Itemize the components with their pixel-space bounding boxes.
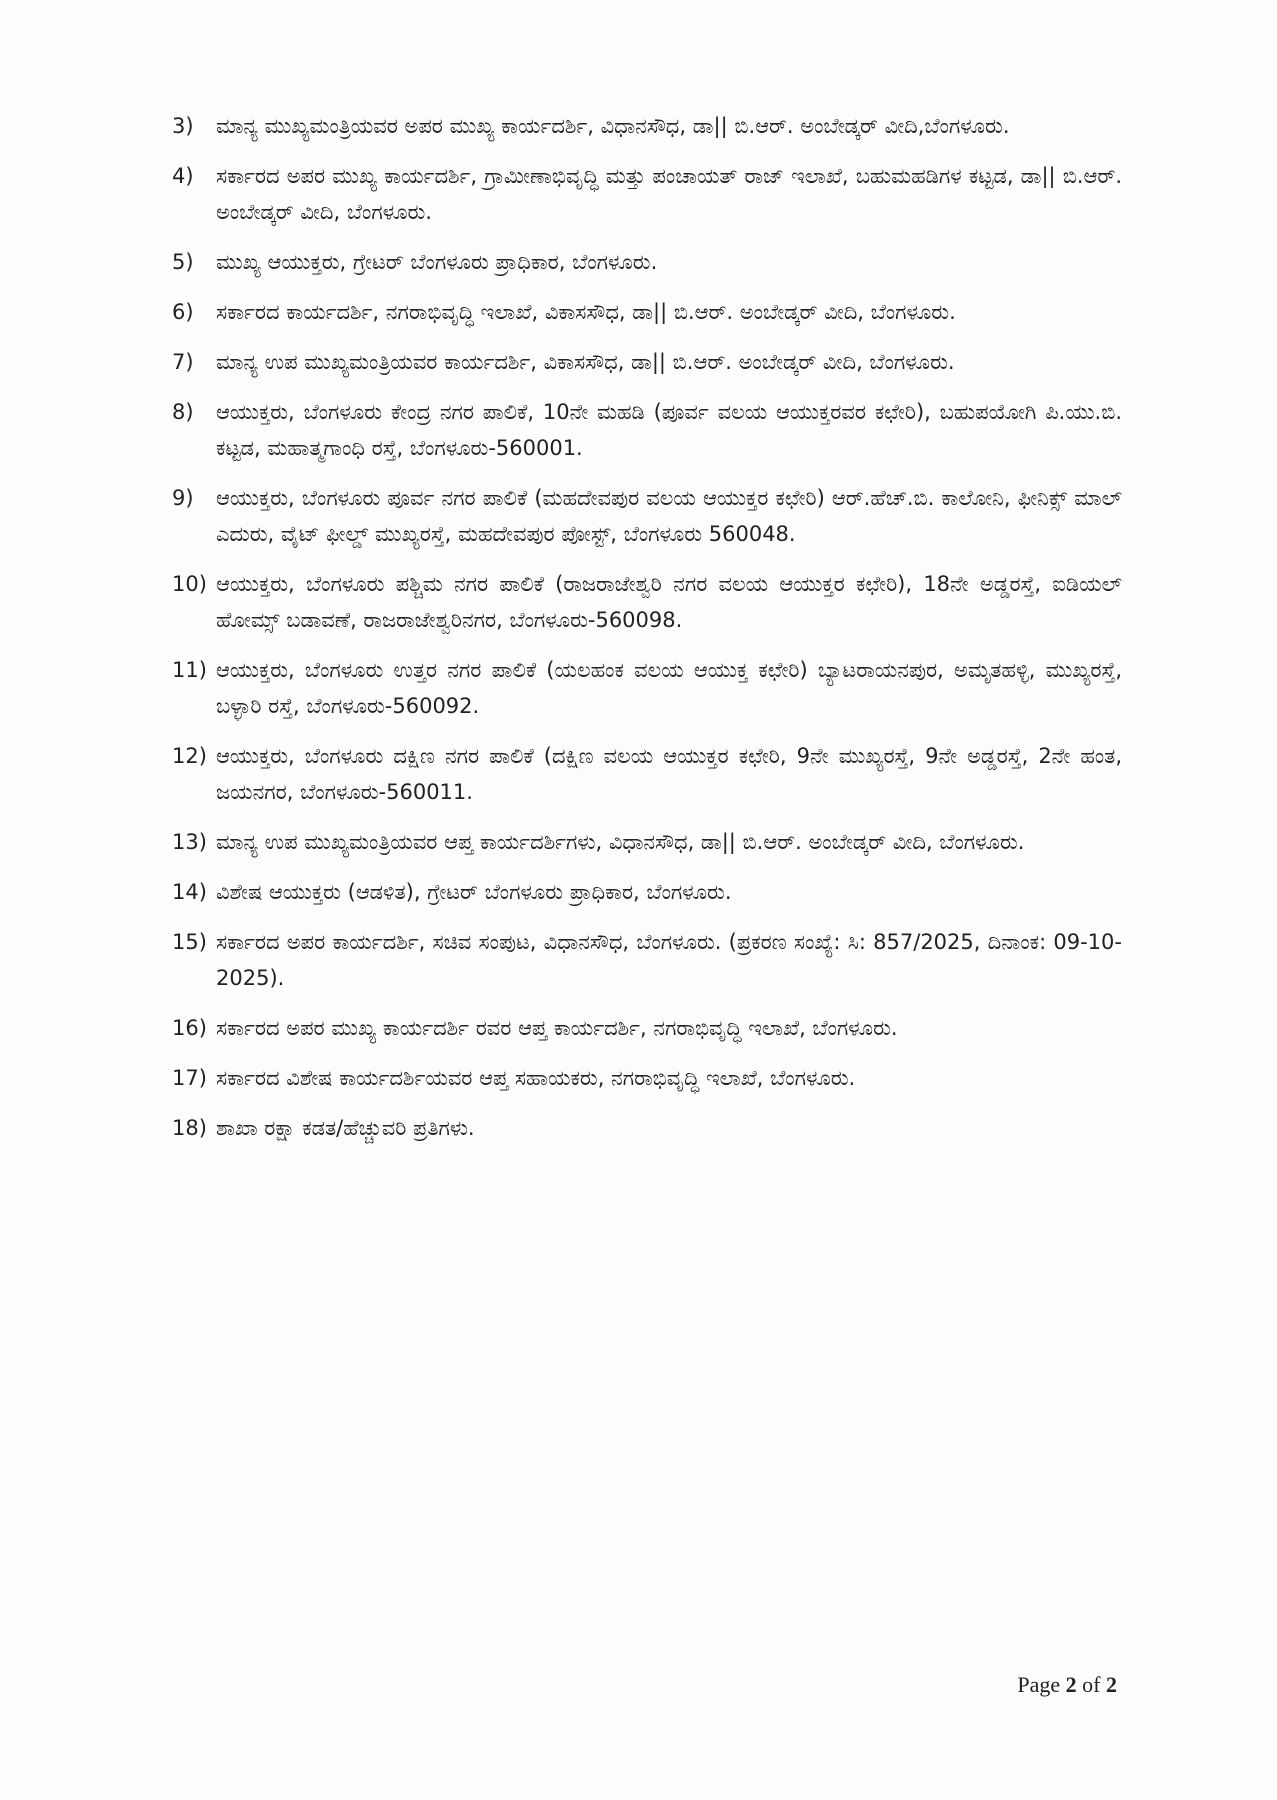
list-item-number: 7) xyxy=(172,350,194,374)
page-total: 2 xyxy=(1106,1672,1117,1697)
list-item xyxy=(172,294,1122,330)
list-item xyxy=(172,480,1122,552)
list-item-text: ಸರ್ಕಾರದ ಅಪರ ಮುಖ್ಯ ಕಾರ್ಯದರ್ಶಿ ರವರ ಆಪ್ತ ಕಾರ್ಯದರ್ಶಿ, ನಗರಾಭಿವೃದ್ಧಿ ಇಲಾಖೆ, ಬೆಂಗಳೂರು. xyxy=(216,1016,898,1040)
list-item-text: ಸರ್ಕಾರದ ವಿಶೇಷ ಕಾರ್ಯದರ್ಶಿಯವರ ಆಪ್ತ ಸಹಾಯಕರು, ನಗರಾಭಿವೃದ್ಧಿ ಇಲಾಖೆ, ಬೆಂಗಳೂರು. xyxy=(216,1066,856,1090)
list-item xyxy=(172,652,1122,724)
list-item xyxy=(172,108,1122,144)
distribution-list xyxy=(172,108,1122,1160)
list-item-number: 5) xyxy=(172,250,194,274)
list-item-number: 4) xyxy=(172,164,194,188)
list-item xyxy=(172,924,1122,996)
list-item xyxy=(172,824,1122,860)
list-item-number: 8) xyxy=(172,400,194,424)
list-item-number: 18) xyxy=(172,1116,207,1140)
list-item-number: 12) xyxy=(172,744,207,768)
list-item-text: ಮುಖ್ಯ ಆಯುಕ್ತರು, ಗ್ರೇಟರ್ ಬೆಂಗಳೂರು ಪ್ರಾಧಿಕಾರ, ಬೆಂಗಳೂರು. xyxy=(216,250,658,274)
list-item xyxy=(172,344,1122,380)
list-item-text: ಶಾಖಾ ರಕ್ಷಾ ಕಡತ/ಹೆಚ್ಚುವರಿ ಪ್ರತಿಗಳು. xyxy=(216,1116,475,1140)
list-item-text: ವಿಶೇಷ ಆಯುಕ್ತರು (ಆಡಳಿತ), ಗ್ರೇಟರ್ ಬೆಂಗಳೂರು ಪ್ರಾಧಿಕಾರ, ಬೆಂಗಳೂರು. xyxy=(216,880,732,904)
list-item-text: ಆಯುಕ್ತರು, ಬೆಂಗಳೂರು ಉತ್ತರ ನಗರ ಪಾಲಿಕೆ (ಯಲಹಂಕ ವಲಯ ಆಯುಕ್ತ ಕಛೇರಿ) ಬ್ಯಾಟರಾಯನಪುರ, ಅಮೃತಹಳ್ಳಿ, ಮುಖ್ಯರಸ್ತೆ, ಬಳ್ಳಾರಿ ರಸ್ತೆ, ಬೆಂಗಳೂರು-560092. xyxy=(216,658,1122,718)
list-item xyxy=(172,738,1122,810)
list-item-number: 16) xyxy=(172,1016,207,1040)
list-item-text: ಸರ್ಕಾರದ ಅಪರ ಕಾರ್ಯದರ್ಶಿ, ಸಚಿವ ಸಂಪುಟ, ವಿಧಾನಸೌಧ, ಬೆಂಗಳೂರು. (ಪ್ರಕರಣ ಸಂಖ್ಯೆ: ಸಿ: 857/2025, ದಿನಾಂಕ: 09-10-2025). xyxy=(216,930,1122,990)
list-item-text: ಆಯುಕ್ತರು, ಬೆಂಗಳೂರು ಕೇಂದ್ರ ನಗರ ಪಾಲಿಕೆ, 10ನೇ ಮಹಡಿ (ಪೂರ್ವ ವಲಯ ಆಯುಕ್ತರವರ ಕಛೇರಿ), ಬಹುಪಯೋಗಿ ಪಿ.ಯು.ಬಿ. ಕಟ್ಟಡ, ಮಹಾತ್ಮಗಾಂಧಿ ರಸ್ತೆ, ಬೆಂಗಳೂರು-560001. xyxy=(216,400,1122,460)
list-item-text: ಸರ್ಕಾರದ ಕಾರ್ಯದರ್ಶಿ, ನಗರಾಭಿವೃದ್ಧಿ ಇಲಾಖೆ, ವಿಕಾಸಸೌಧ, ಡಾ|| ಬಿ.ಆರ್. ಅಂಬೇಡ್ಕರ್ ವೀದಿ, ಬೆಂಗಳೂರು. xyxy=(216,300,956,324)
list-item-text: ಆಯುಕ್ತರು, ಬೆಂಗಳೂರು ದಕ್ಷಿಣ ನಗರ ಪಾಲಿಕೆ (ದಕ್ಷಿಣ ವಲಯ ಆಯುಕ್ತರ ಕಛೇರಿ, 9ನೇ ಮುಖ್ಯರಸ್ತೆ, 9ನೇ ಅಡ್ಡರಸ್ತೆ, 2ನೇ ಹಂತ, ಜಯನಗರ, ಬೆಂಗಳೂರು-560011. xyxy=(216,744,1122,804)
list-item-text: ಆಯುಕ್ತರು, ಬೆಂಗಳೂರು ಪಶ್ಚಿಮ ನಗರ ಪಾಲಿಕೆ (ರಾಜರಾಜೇಶ್ವರಿ ನಗರ ವಲಯ ಆಯುಕ್ತರ ಕಛೇರಿ), 18ನೇ ಅಡ್ಡರಸ್ತೆ, ಐಡಿಯಲ್ ಹೋಮ್ಸ್ ಬಡಾವಣೆ, ರಾಜರಾಜೇಶ್ವರಿನಗರ, ಬೆಂಗಳೂರು-560098. xyxy=(216,572,1122,632)
list-item xyxy=(172,566,1122,638)
list-item-text: ಮಾನ್ಯ ಉಪ ಮುಖ್ಯಮಂತ್ರಿಯವರ ಕಾರ್ಯದರ್ಶಿ, ವಿಕಾಸಸೌಧ, ಡಾ|| ಬಿ.ಆರ್. ಅಂಬೇಡ್ಕರ್ ವೀದಿ, ಬೆಂಗಳೂರು. xyxy=(216,350,955,374)
page-label: Page xyxy=(1017,1672,1061,1697)
list-item-number: 11) xyxy=(172,658,207,682)
list-item xyxy=(172,874,1122,910)
list-item-number: 3) xyxy=(172,114,194,138)
list-item-number: 6) xyxy=(172,300,194,324)
list-item-text: ಮಾನ್ಯ ಮುಖ್ಯಮಂತ್ರಿಯವರ ಅಪರ ಮುಖ್ಯ ಕಾರ್ಯದರ್ಶಿ, ವಿಧಾನಸೌಧ, ಡಾ|| ಬಿ.ಆರ್. ಅಂಬೇಡ್ಕರ್ ವೀದಿ,ಬೆಂಗಳೂರು. xyxy=(216,114,1010,138)
list-item-number: 13) xyxy=(172,830,207,854)
list-item-text: ಮಾನ್ಯ ಉಪ ಮುಖ್ಯಮಂತ್ರಿಯವರ ಆಪ್ತ ಕಾರ್ಯದರ್ಶಿಗಳು, ವಿಧಾನಸೌಧ, ಡಾ|| ಬಿ.ಆರ್. ಅಂಬೇಡ್ಕರ್ ವೀದಿ, ಬೆಂಗಳೂರು. xyxy=(216,830,1025,854)
list-item xyxy=(172,1060,1122,1096)
list-item-text: ಆಯುಕ್ತರು, ಬೆಂಗಳೂರು ಪೂರ್ವ ನಗರ ಪಾಲಿಕೆ (ಮಹದೇವಪುರ ವಲಯ ಆಯುಕ್ತರ ಕಛೇರಿ) ಆರ್.ಹೆಚ್.ಬಿ. ಕಾಲೋನಿ, ಫೀನಿಕ್ಸ್ ಮಾಲ್ ಎದುರು, ವೈಟ್ ಫೀಲ್ಡ್ ಮುಖ್ಯರಸ್ತೆ, ಮಹದೇವಪುರ ಪೋಸ್ಟ್, ಬೆಂಗಳೂರು 560048. xyxy=(216,486,1122,546)
list-item-text: ಸರ್ಕಾರದ ಅಪರ ಮುಖ್ಯ ಕಾರ್ಯದರ್ಶಿ, ಗ್ರಾಮೀಣಾಭಿವೃದ್ಧಿ ಮತ್ತು ಪಂಚಾಯತ್ ರಾಜ್ ಇಲಾಖೆ, ಬಹುಮಹಡಿಗಳ ಕಟ್ಟಡ, ಡಾ|| ಬಿ.ಆರ್. ಅಂಬೇಡ್ಕರ್ ವೀದಿ, ಬೆಂಗಳೂರು. xyxy=(216,164,1122,224)
page-current: 2 xyxy=(1065,1672,1077,1697)
list-item xyxy=(172,394,1122,466)
list-item-number: 14) xyxy=(172,880,207,904)
list-item xyxy=(172,244,1122,280)
list-item xyxy=(172,1110,1122,1146)
page-number xyxy=(1017,1672,1117,1698)
list-item xyxy=(172,158,1122,230)
list-item xyxy=(172,1010,1122,1046)
list-item-number: 10) xyxy=(172,572,207,596)
of-label: of xyxy=(1082,1672,1101,1697)
list-item-number: 15) xyxy=(172,930,207,954)
list-item-number: 9) xyxy=(172,486,194,510)
list-item-number: 17) xyxy=(172,1066,207,1090)
